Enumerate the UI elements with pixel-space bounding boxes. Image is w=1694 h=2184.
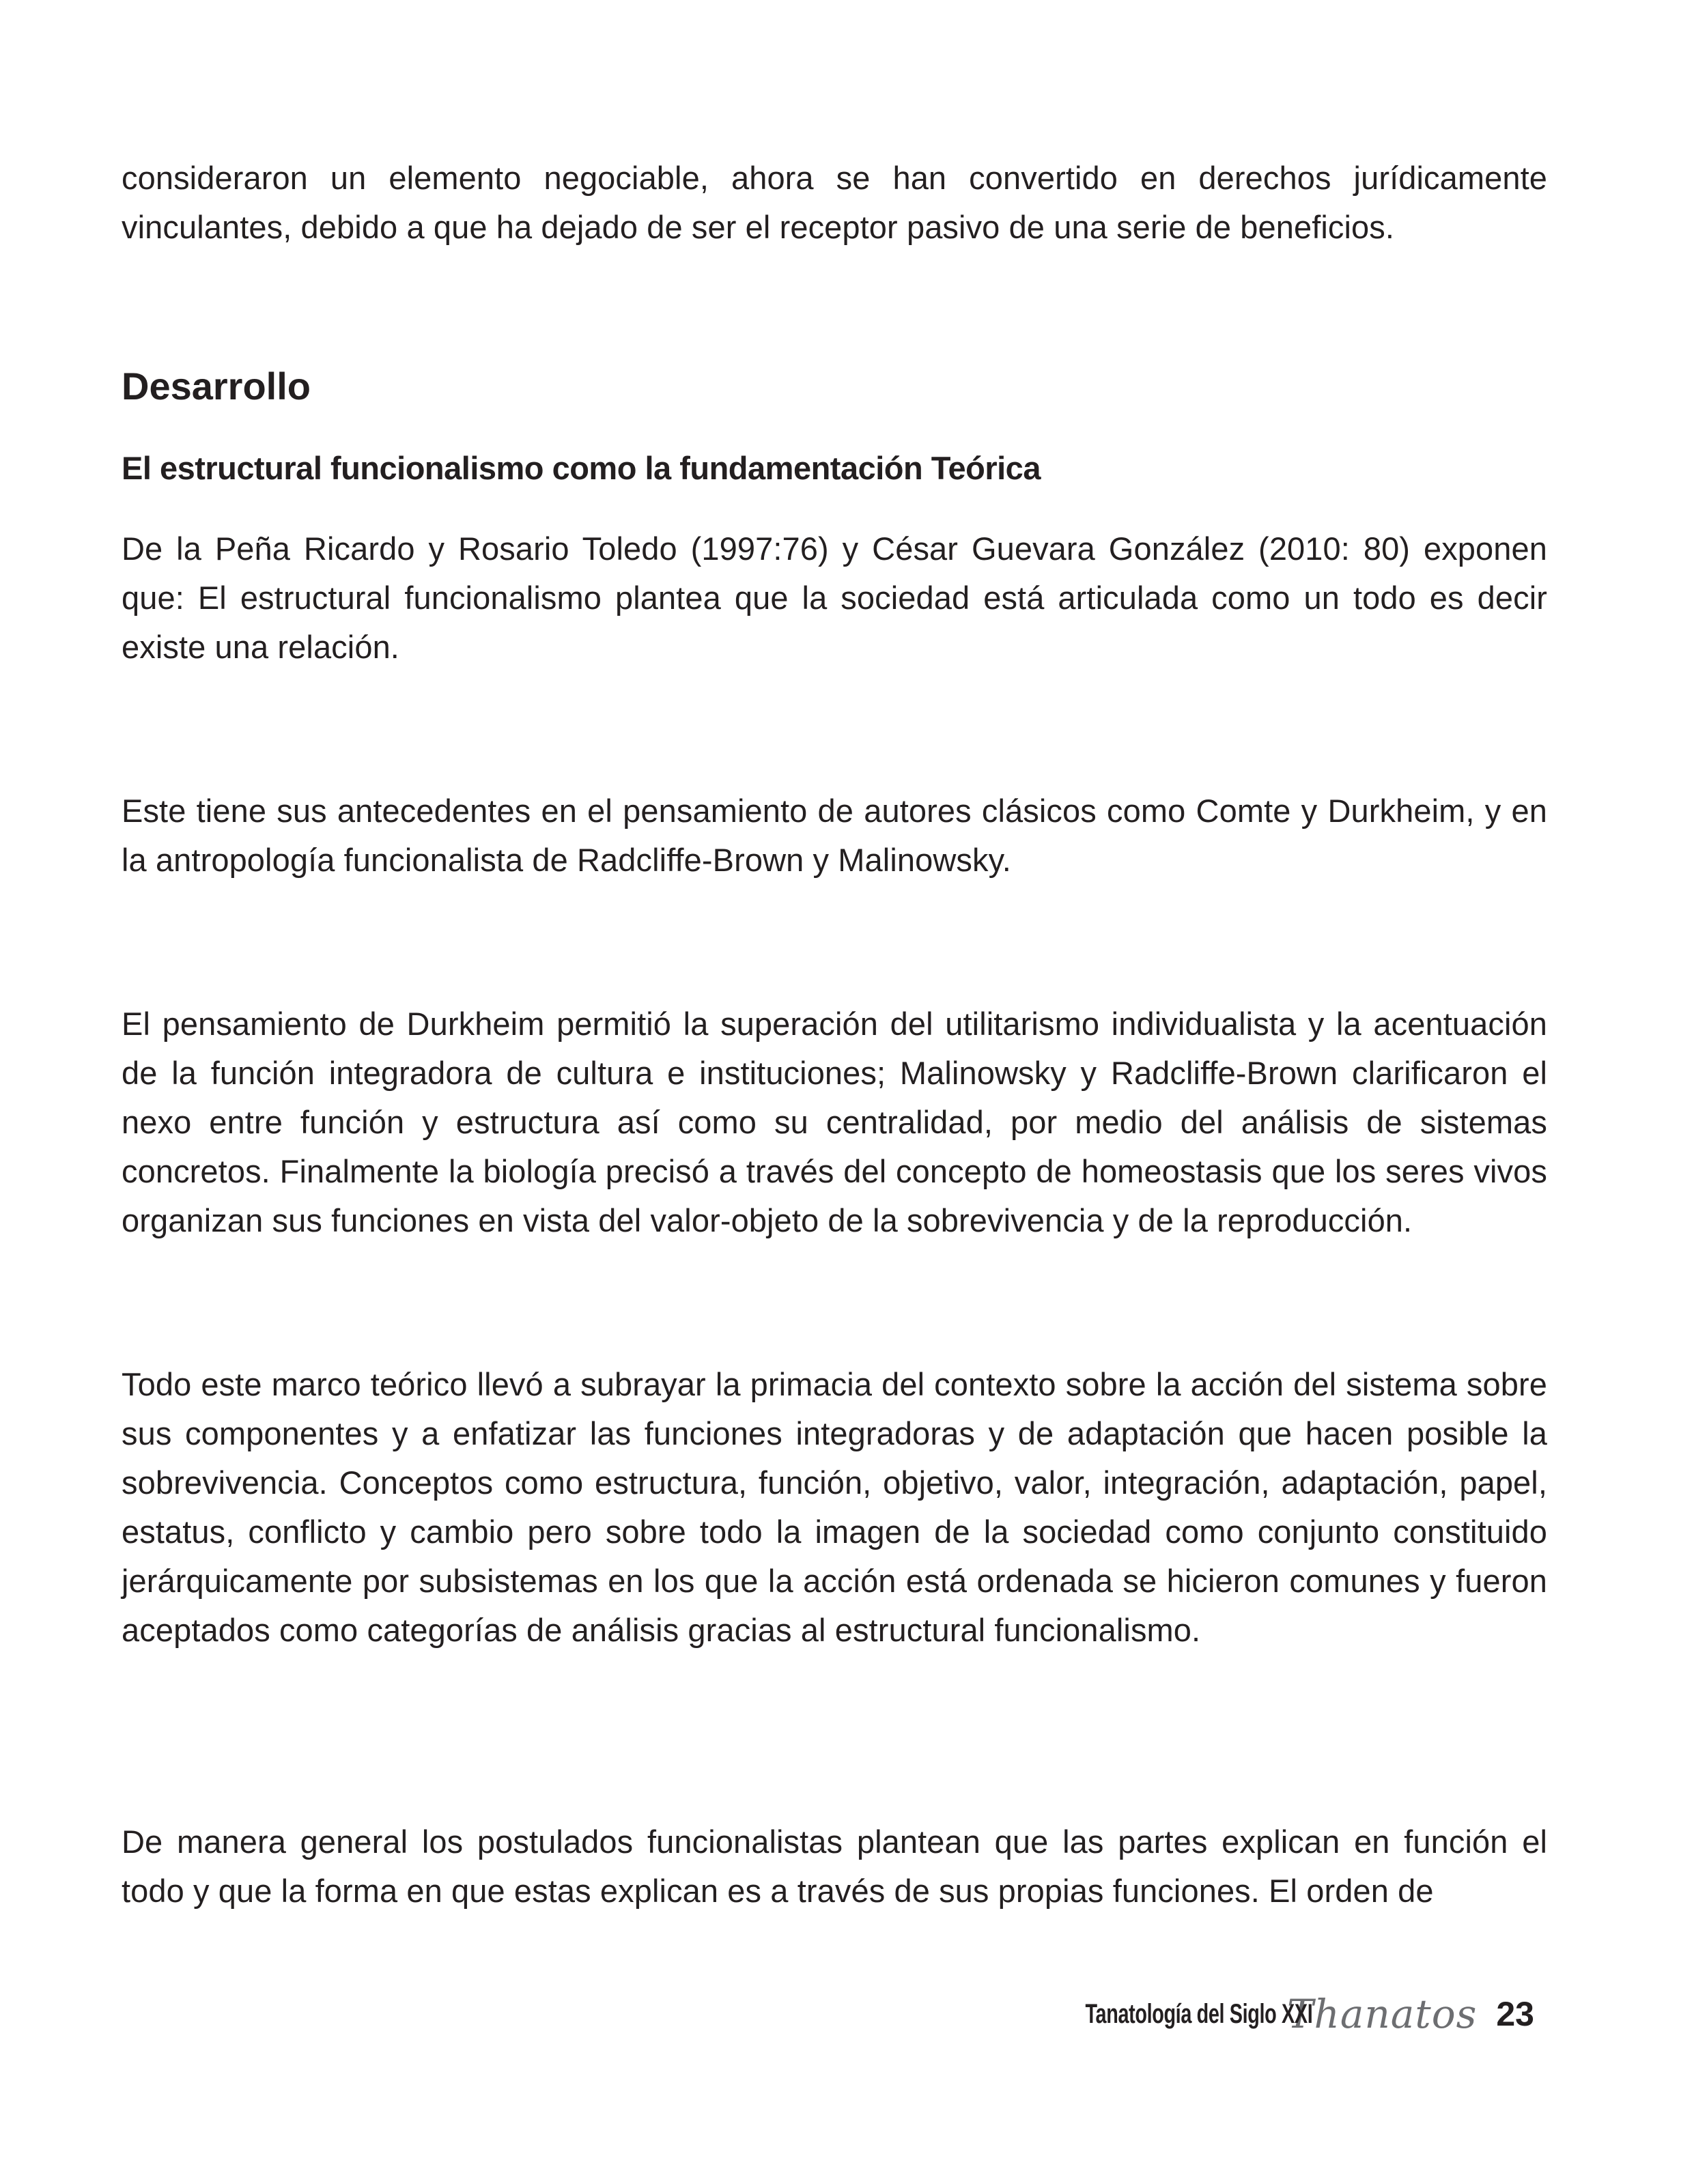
thanatos-logo: Thanatos	[1286, 1991, 1478, 2037]
page-footer	[997, 1987, 1534, 2041]
paragraph-1: De la Peña Ricardo y Rosario Toledo (1997:76) y César Guevara González (2010: 80) exponen que: El estructural funcionalismo plantea que la sociedad está articulada como un todo es decir existe una relación.	[122, 530, 1547, 665]
paragraph-intro-continuation: consideraron un elemento negociable, ahora se han convertido en derechos jurídicamente vinculantes, debido a que ha dejado de ser el receptor pasivo de una serie de beneficios.	[122, 160, 1547, 245]
section-heading: Desarrollo	[122, 365, 311, 408]
paragraph-3: El pensamiento de Durkheim permitió la superación del utilitarismo individualista y la acentuación de la función integradora de cultura e instituciones; Malinowsky y Radcliffe-Brown clarificaron el nexo entre función y estructura así como su centralidad, por medio del análisis de sistemas concretos. Finalmente la biología precisó a través del concepto de homeostasis que los seres vivos organizan sus funciones en vista del valor-objeto de la sobrevivencia y de la reproducción.	[122, 1006, 1547, 1238]
paragraph-4: Todo este marco teórico llevó a subrayar la primacia del contexto sobre la acción del sistema sobre sus componentes y a enfatizar las funciones integradoras y de adaptación que hacen posible la sobrevivencia. Conceptos como estructura, función, objetivo, valor, integración, adaptación, papel, estatus, conflicto y cambio pero sobre todo la imagen de la sociedad como conjunto constituido jerárquicamente por subsistemas en los que la acción está ordenada se hicieron comunes y fueron aceptados como categorías de análisis gracias al estructural funcionalismo.	[122, 1366, 1547, 1648]
paragraph-5: De manera general los postulados funcionalistas plantean que las partes explican en función el todo y que la forma en que estas explican es a través de sus propias funciones. El orden de	[122, 1824, 1547, 1909]
footer-journal-title: Tanatología del Siglo XXI	[1085, 1998, 1313, 2029]
subsection-heading: El estructural funcionalismo como la fundamentación Teórica	[122, 450, 1041, 486]
page-number: 23	[1496, 1995, 1534, 2033]
paragraph-2: Este tiene sus antecedentes en el pensamiento de autores clásicos como Comte y Durkheim, y en la antropología funcionalista de Radcliffe-Brown y Malinowsky.	[122, 793, 1547, 878]
